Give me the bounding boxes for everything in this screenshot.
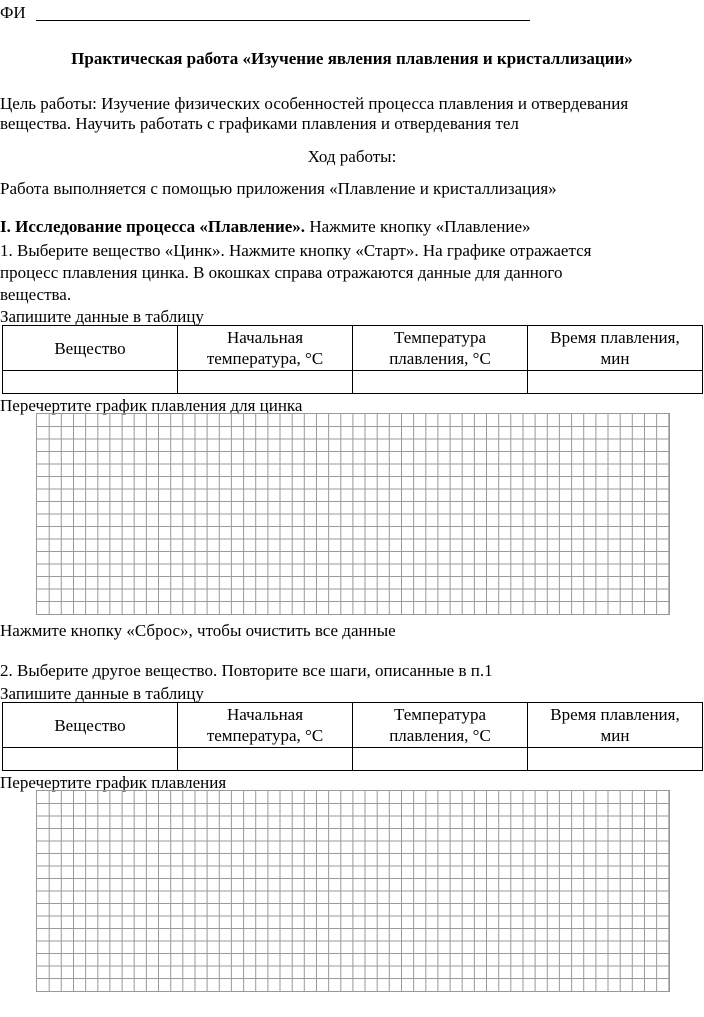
fio-input-line[interactable] bbox=[36, 20, 530, 21]
col-initial-temp: Начальная температура, °C bbox=[178, 326, 353, 371]
graph-grid-1[interactable] bbox=[36, 413, 670, 615]
cell-melting-time[interactable] bbox=[528, 748, 703, 771]
step2-text: 2. Выберите другое вещество. Повторите все шаги, описанные в п.1 bbox=[0, 661, 493, 680]
table-header-row bbox=[3, 703, 703, 748]
cell-melting-time[interactable] bbox=[528, 371, 703, 394]
record-label-2: Запишите данные в таблицу bbox=[0, 684, 204, 703]
col-initial-temp: Начальная температура, °C bbox=[178, 703, 353, 748]
col-melting-temp: Температура плавления, °C bbox=[353, 703, 528, 748]
goal-line-1: Цель работы: Изучение физических особенностей процесса плавления и отвердевания bbox=[0, 94, 629, 113]
col-melting-time: Время плавления, мин bbox=[528, 326, 703, 371]
section1-heading-bold: I. Исследование процесса «Плавление». bbox=[0, 217, 306, 236]
grid-lines-2 bbox=[37, 791, 669, 991]
table-row bbox=[3, 371, 703, 394]
graph-label-1: Перечертите график плавления для цинка bbox=[0, 396, 303, 415]
fio-label: ФИ bbox=[0, 3, 26, 22]
table-header-row bbox=[3, 326, 703, 371]
graph-label-2: Перечертите график плавления bbox=[0, 773, 227, 792]
cell-melting-temp[interactable] bbox=[353, 371, 528, 394]
cell-substance[interactable] bbox=[3, 371, 178, 394]
table-row bbox=[3, 748, 703, 771]
col-substance: Вещество bbox=[3, 326, 178, 371]
data-table-2 bbox=[2, 702, 703, 771]
record-label-1: Запишите данные в таблицу bbox=[0, 307, 204, 326]
goal-line-2: вещества. Научить работать с графиками плавления и отвердевания тел bbox=[0, 114, 519, 133]
step1-line-2: процесс плавления цинка. В окошках справа отражаются данные для данного bbox=[0, 263, 563, 282]
col-melting-time: Время плавления, мин bbox=[528, 703, 703, 748]
col-substance: Вещество bbox=[3, 703, 178, 748]
grid-lines-1 bbox=[37, 414, 669, 614]
cell-initial-temp[interactable] bbox=[178, 371, 353, 394]
col-melting-temp: Температура плавления, °C bbox=[353, 326, 528, 371]
cell-initial-temp[interactable] bbox=[178, 748, 353, 771]
app-note: Работа выполняется с помощью приложения «Плавление и кристаллизация» bbox=[0, 179, 557, 198]
procedure-heading: Ход работы: bbox=[307, 147, 397, 166]
reset-note: Нажмите кнопку «Сброс», чтобы очистить все данные bbox=[0, 621, 396, 640]
graph-grid-2[interactable] bbox=[36, 790, 670, 992]
step1-line-1: 1. Выберите вещество «Цинк». Нажмите кнопку «Старт». На графике отражается bbox=[0, 241, 592, 260]
cell-substance[interactable] bbox=[3, 748, 178, 771]
section1-heading bbox=[0, 216, 531, 237]
section1-heading-tail: Нажмите кнопку «Плавление» bbox=[305, 217, 531, 236]
data-table-1 bbox=[2, 325, 703, 394]
cell-melting-temp[interactable] bbox=[353, 748, 528, 771]
page-title: Практическая работа «Изучение явления плавления и кристаллизации» bbox=[71, 49, 633, 68]
step1-line-3: вещества. bbox=[0, 285, 72, 304]
